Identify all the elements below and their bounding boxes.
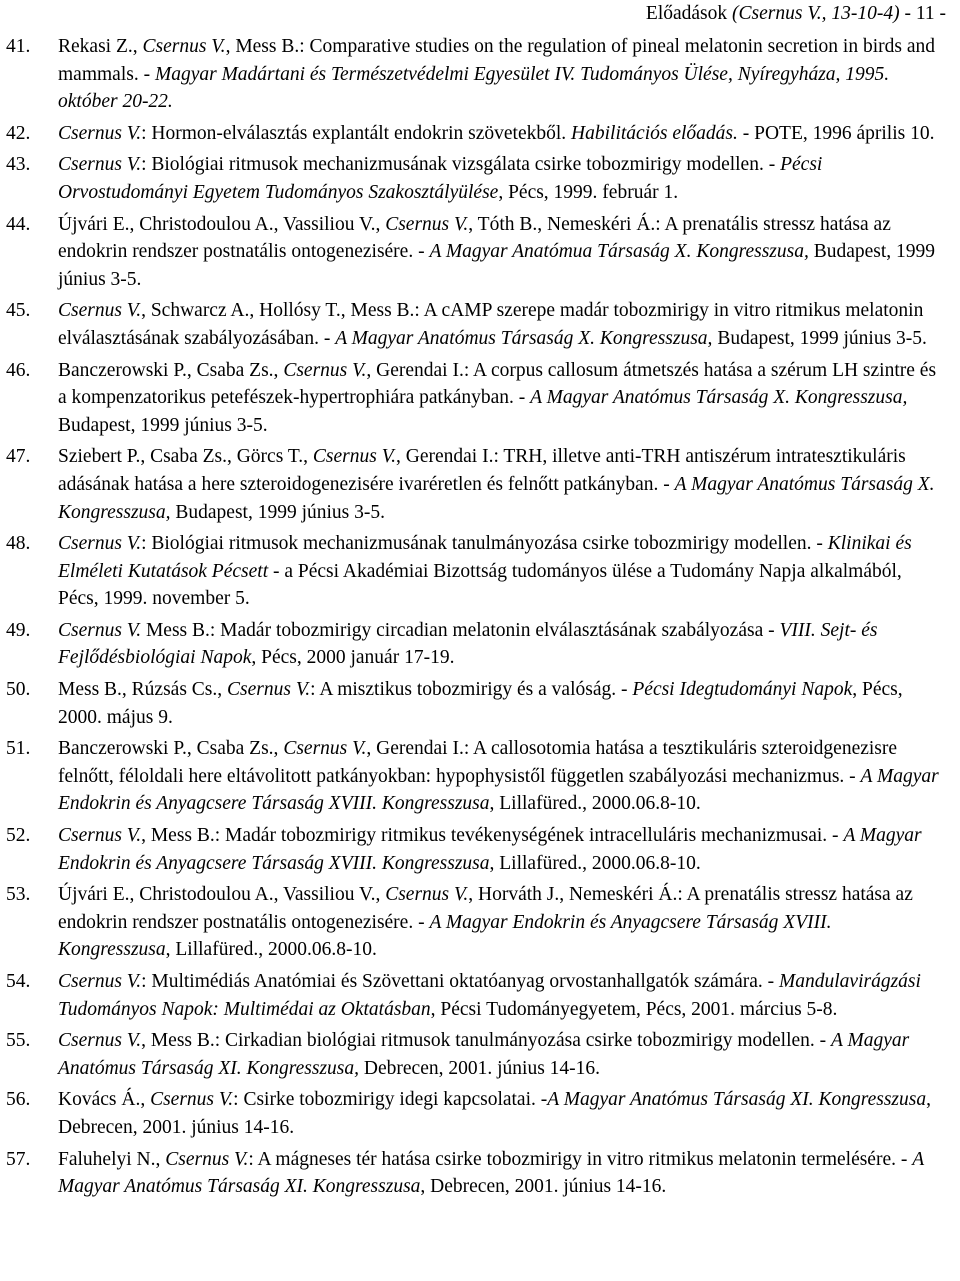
entry-text <box>58 617 946 672</box>
entry-segment: Budapest, 1999 június 3-5. <box>170 501 386 523</box>
entry-segment: , Gerendai I.: A corpus callosum átmetszés hatása a szérum LH szintre és a kompenzatorikus petefészek-hypertrophiára patkányban. - <box>58 359 937 409</box>
entry-segment: Budapest, 1999 június 3-5. <box>58 241 936 290</box>
entry-italic-segment: Csernus V. <box>58 971 142 992</box>
entry-number: 44. <box>6 213 31 235</box>
header-title: Előadások <box>645 3 728 24</box>
entry-text <box>58 211 946 294</box>
header-subtitle: (Csernus V., 13-10-4) <box>732 3 900 24</box>
entry-italic-segment: A Magyar Anatómus Társaság X. Kongresszusa, <box>335 327 713 349</box>
entry-number: 45. <box>6 300 31 322</box>
entry-segment: Debrecen, 2001. június 14-16. <box>359 1057 601 1079</box>
list-item <box>6 33 946 116</box>
entry-italic-segment: A Magyar Anatómua Társaság X. Kongresszusa, <box>429 241 809 263</box>
entry-number: 54. <box>6 971 31 992</box>
entry-italic-segment: Pécsi Idegtudományi Napok <box>632 679 853 701</box>
entry-segment: , Pécs, 2000. május 9. <box>58 679 903 728</box>
entry-number: 50. <box>6 679 31 701</box>
entry-number: 46. <box>6 359 31 381</box>
entry-segment: , Lillafüred., 2000.06.8-10. <box>165 939 377 961</box>
entry-segment: , Horváth J., Nemeskéri Á.: A prenatális stressz hatása az endokrin rendszer postnatális ontogenezisére. - <box>58 884 913 933</box>
entry-text <box>58 676 946 731</box>
entry-segment: Újvári E., Christodoulou A., Vassiliou V., <box>58 213 386 235</box>
entry-text <box>58 735 946 818</box>
entry-italic-segment: Csernus V. <box>283 738 367 760</box>
reference-list <box>6 33 946 1205</box>
entry-italic-segment: Csernus V. <box>58 533 142 555</box>
entry-segment: - a Pécsi Akadémiai Bizottság tudományos ülése a Tudomány Napja alkalmából, Pécs, 1999. november 5. <box>58 560 902 610</box>
entry-text <box>58 822 946 877</box>
entry-number: 49. <box>6 619 31 641</box>
entry-number: 57. <box>6 1148 31 1170</box>
entry-italic-segment: Csernus V. <box>312 446 396 468</box>
entry-italic-segment: Pécsi Orvostudományi Egyetem Tudományos Szakosztályülése <box>58 154 823 203</box>
entry-number: 53. <box>6 884 31 906</box>
entry-segment: : A mágneses tér hatása csirke tobozmirigy in vitro ritmikus melatonin termelésére. - <box>248 1148 913 1170</box>
entry-italic-segment: Csernus V. <box>58 122 142 144</box>
entry-italic-segment: A Magyar Anatómus Társaság XI. Kongresszusa <box>547 1089 927 1111</box>
entry-italic-segment: Csernus V. <box>58 825 142 847</box>
list-item <box>6 211 946 294</box>
entry-text <box>58 1027 946 1082</box>
entry-text <box>58 1146 946 1201</box>
entry-italic-segment: Csernus V. <box>58 300 142 322</box>
entry-segment: Budapest, 1999 június 3-5. <box>712 327 927 349</box>
list-item <box>6 151 946 206</box>
entry-italic-segment: Csernus V. <box>227 679 311 701</box>
entry-text <box>58 33 946 116</box>
list-item <box>6 1086 946 1141</box>
entry-number: 48. <box>6 533 31 555</box>
entry-segment: , Debrecen, 2001. június 14-16. <box>420 1176 667 1198</box>
page-number: 11 <box>915 3 935 24</box>
entry-segment: : A misztikus tobozmirigy és a valóság. - <box>310 679 633 701</box>
header-separator: - <box>899 3 916 24</box>
list-item <box>6 617 946 672</box>
entry-number: 43. <box>6 154 31 176</box>
entry-segment: Mess B., Rúzsás Cs., <box>58 679 228 701</box>
entry-italic-segment: A Magyar Endokrin és Anyagcsere Társaság XVIII. Kongresszusa <box>58 911 832 961</box>
entry-segment: : Biológiai ritmusok mechanizmusának vizsgálata csirke tobozmirigy modellen. - <box>141 154 781 176</box>
entry-number: 51. <box>6 738 31 760</box>
entry-number: 56. <box>6 1089 31 1111</box>
entry-text <box>58 443 946 526</box>
list-item <box>6 735 946 818</box>
entry-italic-segment: Csernus V. <box>385 213 469 235</box>
list-item <box>6 443 946 526</box>
entry-italic-segment: VIII. Sejt- és Fejlődésbiológiai Napok <box>58 619 878 669</box>
entry-italic-segment: A Magyar Endokrin és Anyagcsere Társaság XVIII. Kongresszusa <box>58 765 939 815</box>
entry-italic-segment: A Magyar Anatómus Társaság X. Kongresszusa, <box>58 473 935 523</box>
entry-segment: Budapest, 1999 június 3-5. <box>58 414 268 436</box>
entry-text <box>58 120 946 148</box>
list-item <box>6 530 946 613</box>
list-item <box>6 1146 946 1201</box>
list-item <box>6 968 946 1023</box>
entry-segment: , Mess B.: Comparative studies on the regulation of pineal melatonin secretion in birds and mammals. - <box>58 36 935 85</box>
entry-text <box>58 530 946 613</box>
entry-number: 42. <box>6 122 31 144</box>
entry-italic-segment: A Magyar Endokrin és Anyagcsere Társaság XVIII. Kongresszusa <box>58 825 922 874</box>
entry-segment: , Schwarcz A., Hollósy T., Mess B.: A cAMP szerepe madár tobozmirigy in vitro ritmikus melatonin elválasztásának szabályozásában. - <box>58 300 924 349</box>
header-trail: - <box>934 3 946 24</box>
entry-italic-segment: Csernus V. <box>58 1030 142 1052</box>
entry-italic-segment: Csernus V. <box>385 884 469 906</box>
entry-segment: , Mess B.: Madár tobozmirigy ritmikus tevékenységének intracelluláris mechanizmusai. - <box>141 825 844 847</box>
entry-italic-segment: Csernus V. <box>142 36 226 57</box>
entry-text <box>58 357 946 440</box>
list-item <box>6 1027 946 1082</box>
entry-italic-segment: Habilitációs előadás. <box>571 122 738 144</box>
page-header <box>646 2 946 26</box>
entry-italic-segment: Csernus V. <box>58 619 142 641</box>
entry-italic-segment: Csernus V. <box>150 1089 234 1111</box>
entry-text <box>58 968 946 1023</box>
entry-segment: , Lillafüred., 2000.06.8-10. <box>489 852 701 874</box>
list-item <box>6 822 946 877</box>
entry-segment: , Gerendai I.: A callosotomia hatása a tesztikuláris szteroidgenezisre felnőtt, féloldali here eltávolitott patkányokban: hypophysistől független szabályozási mechanizmus. - <box>58 738 898 787</box>
entry-segment: , Pécsi Tudományegyetem, Pécs, 2001. március 5-8. <box>430 998 838 1020</box>
entry-segment: , Tóth B., Nemeskéri Á.: A prenatális stressz hatása az endokrin rendszer postnatális ontogenezisére. - <box>58 213 891 263</box>
list-item <box>6 881 946 964</box>
entry-segment: , Lillafüred., 2000.06.8-10. <box>489 793 701 815</box>
entry-segment: - POTE, 1996 április 10. <box>737 122 935 144</box>
entry-segment: , Pécs, 1999. február 1. <box>498 181 679 203</box>
entry-segment: Faluhelyi N., <box>58 1148 166 1170</box>
entry-segment: , Debrecen, 2001. június 14-16. <box>58 1089 931 1138</box>
list-item <box>6 297 946 352</box>
entry-segment: Újvári E., Christodoulou A., Vassiliou V., <box>58 884 386 906</box>
entry-segment: , Pécs, 2000 január 17-19. <box>251 647 455 669</box>
list-item <box>6 676 946 731</box>
entry-segment: , Gerendai I.: TRH, illetve anti-TRH antiszérum intratesztikuláris adásának hatása a here szteroidogenezisére ivaréretlen és felnőtt patkányban. - <box>58 446 906 495</box>
entry-number: 47. <box>6 446 31 468</box>
entry-segment: Rekasi Z., <box>58 36 143 57</box>
entry-text <box>58 881 946 964</box>
entry-number: 41. <box>6 36 31 57</box>
entry-italic-segment: A Magyar Anatómus Társaság XI. Kongresszusa <box>58 1148 924 1198</box>
entry-text <box>58 1086 946 1141</box>
entry-text <box>58 297 946 352</box>
entry-italic-segment: Csernus V. <box>58 154 142 176</box>
entry-segment: : Csirke tobozmirigy idegi kapcsolatai. - <box>233 1089 548 1111</box>
entry-italic-segment: Csernus V. <box>283 359 367 381</box>
entry-number: 55. <box>6 1030 31 1052</box>
entry-segment: : Multimédiás Anatómiai és Szövettani oktatóanyag orvostanhallgatók számára. - <box>141 971 779 992</box>
entry-italic-segment: Magyar Madártani és Természetvédelmi Egyesület IV. Tudományos Ülése, Nyíregyháza, 1995. október 20-22. <box>58 63 890 113</box>
entry-segment: Banczerowski P., Csaba Zs., <box>58 359 284 381</box>
list-item <box>6 120 946 148</box>
entry-segment: Mess B.: Madár tobozmirigy circadian melatonin elválasztásának szabályozása - <box>141 619 780 641</box>
entry-number: 52. <box>6 825 31 847</box>
entry-italic-segment: Mandulavirágzási Tudományos Napok: Multimédai az Oktatásban <box>58 971 921 1020</box>
entry-text <box>58 151 946 206</box>
entry-segment: Sziebert P., Csaba Zs., Görcs T., <box>58 446 313 468</box>
entry-segment: Kovács Á., <box>58 1089 151 1111</box>
entry-italic-segment: Csernus V. <box>165 1148 249 1170</box>
entry-segment: : Biológiai ritmusok mechanizmusának tanulmányozása csirke tobozmirigy modellen. - <box>141 533 828 555</box>
entry-segment: , Mess B.: Cirkadian biológiai ritmusok tanulmányozása csirke tobozmirigy modellen. - <box>141 1030 832 1052</box>
entry-italic-segment: A Magyar Anatómus Társaság XI. Kongresszusa, <box>58 1030 910 1079</box>
entry-segment: : Hormon-elválasztás explantált endokrin szövetekből. <box>141 122 572 144</box>
entry-segment: Banczerowski P., Csaba Zs., <box>58 738 284 760</box>
entry-italic-segment: A Magyar Anatómus Társaság X. Kongresszusa, <box>530 387 908 409</box>
list-item <box>6 357 946 440</box>
entry-italic-segment: Klinikai és Elméleti Kutatások Pécsett <box>58 533 912 582</box>
